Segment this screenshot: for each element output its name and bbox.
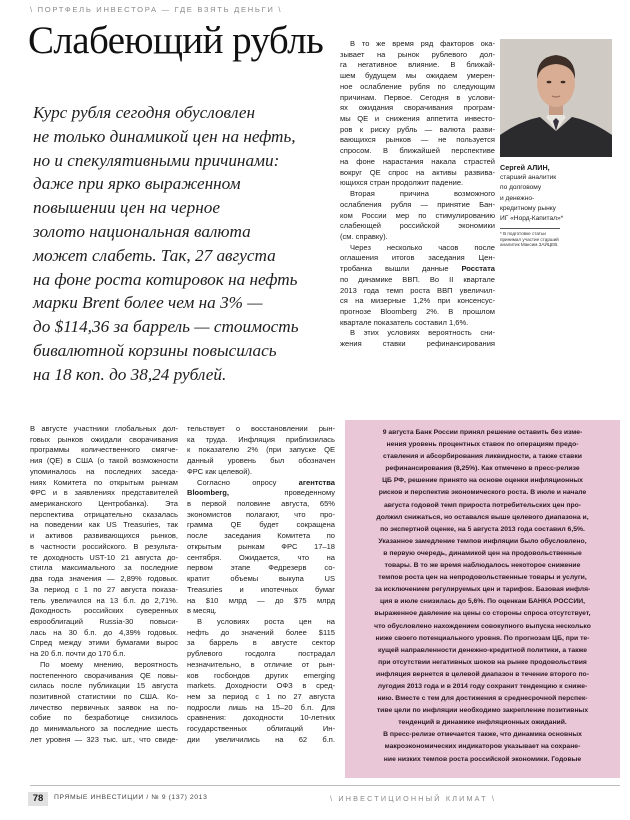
- text-line: Через несколько часов после: [350, 242, 495, 252]
- text-line: государственных облигаций Ин-: [187, 724, 335, 734]
- sidebar-line: августа годовой темп прироста потребительских цен про-: [383, 501, 582, 509]
- author-role-line: ИГ «Норд-Капитал»*: [500, 215, 564, 223]
- text-line: до минимального за последние шесть: [30, 724, 178, 734]
- author-name: Сергей АЛИН,: [500, 163, 550, 172]
- text-line: По моему мнению, вероятность: [40, 659, 178, 669]
- text-line: ния (QE) в США (о такой возможности: [30, 456, 178, 466]
- author-role-line: и денежно-: [500, 194, 535, 202]
- text-line: позитивной статистики по США. Ко-: [30, 691, 178, 701]
- text-line: перспектива отрицательно сказалась: [30, 509, 178, 519]
- sidebar-line: тиве цели по инфляции необходимо закрепление позитивных: [376, 707, 589, 715]
- text-line: спросом. В ближайшей перспективе: [340, 146, 495, 156]
- text-line: на фоне нарастания накала страстей: [340, 156, 495, 166]
- text-line: ниях Комитета по открытым рынкам: [30, 477, 178, 487]
- text-line: слабеющей российской экономики: [340, 221, 495, 231]
- text-line: те доходность UST-10 21 августа до-: [30, 552, 178, 562]
- sidebar-line: Указанное замедление темпов инфляции было обусловлено,: [378, 537, 587, 545]
- footer-section: \ ИНВЕСТИЦИОННЫЙ КЛИМАТ \: [330, 794, 497, 803]
- text-line: по динамике ВВП. Во II квартале: [340, 274, 495, 284]
- sidebar-line: тенденций в динамике инфляционных ожиданий.: [398, 719, 567, 727]
- text-line: незначительно, в отличие от рын-: [187, 659, 335, 669]
- sidebar-line: ставления и абсорбирования ликвидности, а также ставки: [383, 453, 582, 461]
- text-line: ров к риску рубль — валюта разви-: [340, 124, 495, 134]
- text-line: ющихся стран продолжит падение.: [340, 178, 464, 188]
- text-line: причинам. Первое. Сегодня в услови-: [340, 92, 495, 102]
- author-role-line: старший аналитик: [500, 174, 557, 182]
- text-line: ФРС как целевой).: [187, 466, 253, 476]
- sidebar-line: рисков и перспектив экономического роста. В июле и начале: [378, 489, 587, 497]
- sidebar-line: инфляция вернется в целевой диапазон в течение второго по-: [376, 670, 589, 678]
- text-line: к показателю 2% (при запуске QE: [187, 445, 335, 455]
- text-line: программы количественного смягче-: [30, 445, 178, 455]
- text-line: вокруг QE спрос на активы развива-: [340, 167, 495, 177]
- text-line: Согласно опросу агентства: [197, 477, 335, 487]
- footer-divider: [30, 785, 620, 786]
- author-note: [500, 231, 612, 248]
- text-line: в частности российского. В результа-: [30, 541, 178, 551]
- sidebar-line: ция в июле снизилась до 5,6%. По оценкам БАНКА РОССИИ,: [379, 598, 585, 606]
- sidebar-line: темпов роста цен на непродовольственные товары и услуги,: [378, 574, 587, 582]
- text-line: кратит объемы выкупа US: [187, 574, 335, 584]
- text-line: упоминалось на последних заседа-: [30, 466, 178, 476]
- text-line: тробанка вышли данные Росстата: [340, 264, 495, 274]
- text-line: оглашения итогов заседания Цен-: [340, 253, 495, 263]
- author-role-line: кредитному рынку: [500, 204, 556, 212]
- lead-line: бивалютной корзины повысилась: [33, 340, 277, 360]
- text-line: экономистов полагают, что про-: [187, 509, 335, 519]
- sidebar-line: ние низких темпов роста российской экономики. Годовые: [383, 755, 582, 763]
- text-line: на поведении как US Treasuries, так: [30, 520, 178, 530]
- text-line: подросли лишь на 15–20 б.п. Для: [187, 702, 335, 712]
- sidebar-line: лугодия 2013 года и в 2014 году сохранит тенденцию к сниже-: [377, 682, 588, 690]
- text-line: В условиях роста цен на: [197, 616, 335, 626]
- text-line: американского Центробанка). Эта: [30, 499, 178, 509]
- text-line: нем за период с 1 по 27 августа: [187, 691, 335, 701]
- text-line: нефть до значений более $115: [187, 627, 335, 637]
- text-line: ное ослабление рубля по следующим: [340, 81, 495, 91]
- text-line: стигла максимального за последние: [30, 563, 178, 573]
- lead-line: но и спекулятивными причинами:: [33, 150, 280, 170]
- author-caption: [500, 163, 612, 248]
- text-line: вающихся рынков — не пользуется: [340, 135, 495, 145]
- lead-line: золото национальная валюта: [33, 221, 251, 241]
- lead-line: даже при ярко выраженном: [33, 174, 241, 194]
- lead-line: на фоне роста котировок на нефть: [33, 269, 298, 289]
- sidebar-text: [355, 427, 610, 766]
- author-note-line: аналитик Максим ЗАЙЦЕВ.: [500, 242, 559, 248]
- sidebar-line: В пресс-релизе отмечается также, что динамика основных: [383, 731, 582, 739]
- text-line: прогнозе Bloomberg 2%. В прошлом: [340, 306, 495, 316]
- lead-line: марки Brent более чем на 3% —: [33, 293, 263, 313]
- right-column-text: [340, 39, 495, 350]
- text-line: говых рынков ожидали сворачивания: [30, 434, 178, 444]
- text-line: еврооблигаций Russia-30 повыси-: [30, 616, 178, 626]
- text-line: на $10 млрд — до $75 млрд: [187, 595, 335, 605]
- sidebar-line: должил снижаться, но оставался выше целевого диапазона и,: [376, 513, 589, 521]
- sidebar-line: ЦБ РФ, решение принято на основе оценки инфляционных: [382, 477, 583, 485]
- author-role-line: по долговому: [500, 184, 542, 192]
- sidebar-line: рефинансирования (8,25%). Как отмечено в пресс-релизе: [385, 465, 580, 473]
- text-line: Bloomberg, проведенному: [187, 488, 335, 498]
- sidebar-line: нию. Вместе с тем для достижения в среднесрочной перспек-: [377, 695, 588, 703]
- text-line: В то же время ряд факторов ока-: [350, 39, 495, 48]
- article-title: Слабеющий рубль: [28, 19, 324, 62]
- text-line: лась на 30 б.п. до 4,39% годовых.: [30, 627, 178, 637]
- text-line: ся на мизерные 1,2% при консенсус-: [340, 296, 495, 306]
- text-line: в месяц.: [187, 606, 217, 616]
- text-line: мы QE и снижения аппетита инвесто-: [340, 114, 495, 124]
- text-line: ков госбондов других emerging: [187, 670, 335, 680]
- sidebar-line: за исключением регулируемых цен и тарифов. Базовая инфля-: [374, 586, 591, 594]
- text-line: В августе участники глобальных дол-: [30, 424, 178, 433]
- text-line: постепенного сворачивания QE повы-: [30, 670, 178, 680]
- text-line: собие по безработице снизилось: [30, 713, 178, 723]
- text-line: личество первичных заявок на по-: [30, 702, 178, 712]
- text-line: В этих условиях вероятность сни-: [350, 328, 495, 338]
- text-line: га негативное влияние. В ближай-: [340, 60, 495, 70]
- text-line: сентября. Ожидается, что на: [187, 552, 335, 562]
- sidebar-line: кущей направленности денежно-кредитной политики, а также: [377, 646, 588, 654]
- text-line: (см. справку).: [340, 231, 388, 241]
- text-line: ях ожидания сворачивания програм-: [340, 103, 495, 113]
- text-line: ка труда. Инфляция приблизилась: [187, 434, 335, 444]
- sidebar-line: по экспертной оценке, на 5 августа 2013 года составил 6,5%.: [380, 525, 585, 533]
- page-number: 78: [28, 792, 48, 806]
- text-line: два года значения — 2,89% годовых.: [30, 574, 178, 584]
- lead-line: до $114,36 за баррель — стоимость: [33, 317, 299, 337]
- text-line: данный уровень был обозначен: [187, 456, 335, 466]
- text-line: За период с 1 по 27 августа показа-: [30, 584, 178, 594]
- sidebar-line: ниже своего потенциального уровня. По прогнозам ЦБ, при те-: [375, 634, 590, 642]
- author-role: [500, 173, 612, 224]
- text-line: в первой половине августа, 65%: [187, 499, 335, 509]
- text-line: шем будущем мы ожидаем умерен-: [340, 71, 495, 81]
- text-line: квартале показатель составил 1,6%.: [340, 317, 469, 327]
- text-line: и активов развивающихся рынков,: [30, 531, 178, 541]
- text-line: после заседания Комитета по: [187, 531, 335, 541]
- text-line: тель увеличился на 13 б.п. до 2,71%.: [30, 595, 178, 605]
- text-line: ФРС и в заявлениях представителей: [30, 488, 178, 498]
- text-line: markets. Доходности ОФЗ в сред-: [187, 681, 335, 691]
- lead-line: на 18 коп. до 38,24 рублей.: [33, 364, 227, 384]
- lead-line: повышении цен на черное: [33, 198, 220, 218]
- text-line: первом этапе Федрезерв со-: [187, 563, 335, 573]
- text-line: Treasuries и ипотечных бумаг: [187, 584, 335, 594]
- text-line: на 20 б.п. почти до 170 б.п.: [30, 649, 126, 659]
- sidebar-line: макроэкономических индикаторов указывает на сохране-: [384, 743, 581, 751]
- text-line: за баррель в августе сектор: [187, 638, 335, 648]
- text-line: ослабления рубля — принятие Бан-: [340, 199, 495, 209]
- text-line: ком России мер по стимулированию: [340, 210, 495, 220]
- text-line: сравнения: доходности 10-летних: [187, 713, 335, 723]
- text-line: Спред между этими бумагами вырос: [30, 638, 178, 648]
- article-lead: [33, 101, 333, 387]
- text-line: жения ставки рефинансирования: [340, 339, 495, 349]
- lead-line: Курс рубля сегодня обусловлен: [33, 103, 256, 122]
- lead-line: может слабеть. Так, 27 августа: [33, 245, 276, 265]
- text-line: дии увеличились на 62 б.п.: [187, 734, 335, 744]
- text-line: зывает на рынок рублевого дол-: [340, 49, 495, 59]
- sidebar-line: 9 августа Банк России принял решение оставить без изме-: [382, 429, 583, 436]
- text-line: рублевого госдолга пострадал: [187, 649, 335, 659]
- text-line: открытым рынкам ФРС 17–18: [187, 541, 335, 551]
- sidebar-line: товары. В то же время наблюдалось некоторое снижение: [384, 562, 581, 570]
- text-line: Доходность российских суверенных: [30, 606, 178, 616]
- sidebar-line: при отсутствии негативных шоков на рынке продовольствия: [378, 658, 587, 666]
- text-line: силась после публикации 15 августа: [30, 681, 178, 691]
- author-photo-icon: [500, 39, 612, 157]
- footer-magazine: ПРЯМЫЕ ИНВЕСТИЦИИ / № 9 (137) 2013: [54, 794, 208, 801]
- text-line: грамма QE будет сокращена: [187, 520, 335, 530]
- section-rubric: \ ПОРТФЕЛЬ ИНВЕСТОРА — ГДЕ ВЗЯТЬ ДЕНЬГИ \: [30, 5, 283, 14]
- sidebar-line: что обусловлено нахождением совокупного выпуска несколько: [374, 622, 591, 630]
- text-line: 2013 года темп роста ВВП увеличил-: [340, 285, 495, 295]
- author-note-line: * В подготовке статьи: [500, 231, 546, 237]
- sidebar-line: выраженное давление на цены со стороны спроса отсутствует,: [374, 610, 591, 618]
- text-line: тельствует о восстановлении рын-: [187, 424, 335, 433]
- text-line: лет уровня — 323 тыс. шт., что свиде-: [30, 734, 178, 744]
- sidebar-line: нения уровень процентных ставок по операциям предо-: [386, 441, 579, 449]
- column-b-text: [187, 424, 335, 746]
- author-portrait: [500, 39, 612, 157]
- sidebar-line: в первую очередь, динамикой цен на продовольственные: [383, 549, 582, 557]
- column-a-text: [30, 424, 178, 746]
- author-note-line: принимал участие старший: [500, 236, 559, 242]
- text-line: Вторая причина возможного: [350, 189, 495, 199]
- caption-divider: [500, 228, 560, 229]
- lead-line: не только динамикой цен на нефть,: [33, 126, 296, 146]
